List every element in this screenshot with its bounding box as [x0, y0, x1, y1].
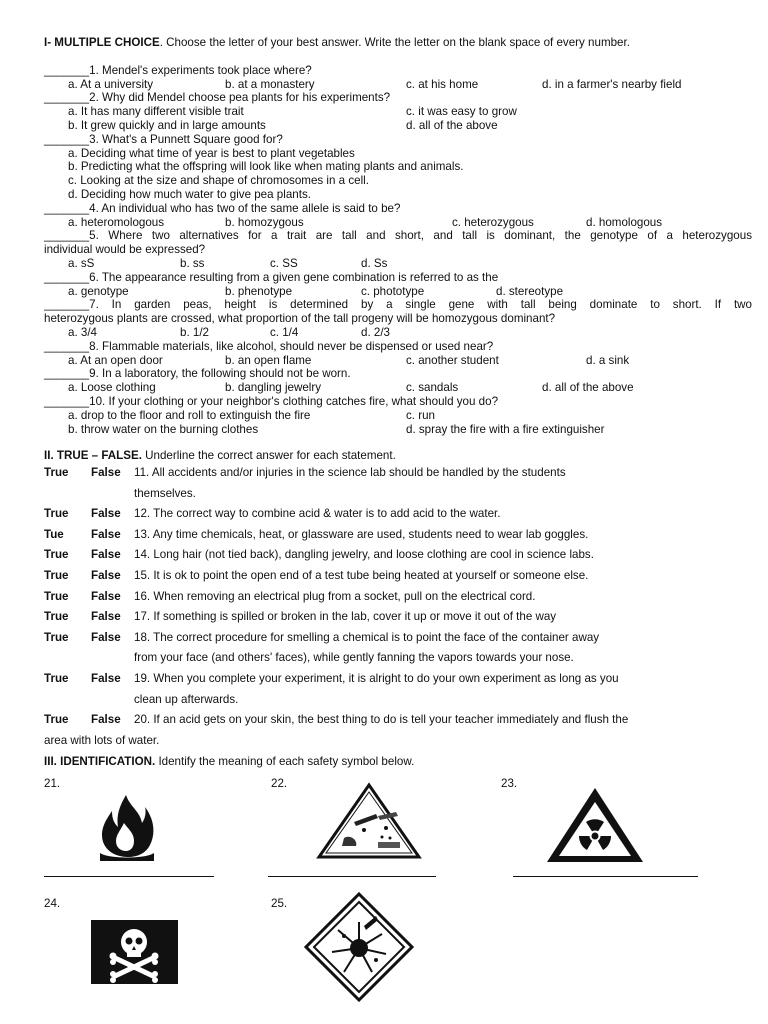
- option: a. At an open door: [68, 353, 163, 367]
- true-option[interactable]: True: [44, 630, 69, 644]
- statement-text: 14. Long hair (not tied back), dangling jewelry, and loose clothing are cool in science labs.: [134, 548, 594, 562]
- option: d. in a farmer's nearby field: [542, 77, 682, 91]
- true-option[interactable]: True: [44, 610, 69, 624]
- question-text-cont: individual would be expressed?: [44, 243, 206, 257]
- statement-text-cont: clean up afterwards.: [134, 692, 239, 706]
- item-number-22: 22.: [271, 777, 288, 790]
- skull-crossbones-icon: [91, 920, 178, 984]
- question-10: [44, 395, 752, 409]
- statement-text: 15. It is ok to point the open end of a test tube being heated at yourself or someone else.: [134, 569, 589, 583]
- option: d. a sink: [586, 353, 630, 367]
- answer-blank[interactable]: _______: [44, 201, 90, 215]
- true-false-list: [44, 463, 752, 751]
- radiation-icon: [545, 786, 645, 864]
- option: c. heterozygous: [452, 215, 534, 229]
- options-row: [44, 257, 752, 271]
- question-6: [44, 271, 752, 285]
- options-row: [44, 105, 752, 119]
- option: c. 1/4: [270, 325, 299, 339]
- option: a. It has many different visible trait: [68, 105, 244, 119]
- section3-title: III. IDENTIFICATION.: [44, 755, 156, 769]
- option: c. it was easy to grow: [406, 105, 517, 119]
- question-4: [44, 202, 752, 216]
- option: b. 1/2: [180, 325, 210, 339]
- statement-text: 13. Any time chemicals, heat, or glassware are used, students need to wear lab goggles.: [134, 527, 589, 541]
- answer-line-23[interactable]: [513, 876, 698, 877]
- tf-item-13: [44, 525, 752, 546]
- question-text: 8. Flammable materials, like alcohol, should never be dispensed or used near?: [89, 339, 494, 353]
- statement-text: 12. The correct way to combine acid & water is to add acid to the water.: [134, 507, 501, 521]
- question-text: 5. Where two alternatives for a trait are tall and short, and tall is dominant, the genotype of a heterozygous: [89, 229, 752, 243]
- question-text: 6. The appearance resulting from a given gene combination is referred to as the: [89, 270, 499, 284]
- tf-item-14: [44, 545, 752, 566]
- corrosive-icon: [316, 782, 422, 860]
- options-row: [44, 326, 752, 340]
- option: c. SS: [270, 256, 298, 270]
- option: a. At a university: [68, 77, 154, 91]
- section1-header: [44, 36, 752, 50]
- false-option[interactable]: False: [91, 713, 121, 727]
- question-text: 1. Mendel's experiments took place where?: [89, 63, 312, 77]
- question-text: 7. In garden peas, height is determined by a single gene with tall being dominate to short. If two: [89, 298, 752, 312]
- options-row: [44, 216, 752, 230]
- option: b. throw water on the burning clothes: [68, 422, 259, 436]
- true-option[interactable]: True: [44, 672, 69, 686]
- option: a. sS: [68, 256, 95, 270]
- statement-text: 20. If an acid gets on your skin, the best thing to do is tell your teacher immediately and flush the: [134, 713, 629, 727]
- option: a. Deciding what time of year is best to plant vegetables: [68, 146, 355, 160]
- options-row: [44, 119, 752, 133]
- options-row: [44, 423, 752, 437]
- false-option[interactable]: False: [91, 672, 121, 686]
- option: d. spray the fire with a fire extinguisher: [406, 422, 605, 436]
- option: c. sandals: [406, 381, 459, 395]
- true-option[interactable]: True: [44, 569, 69, 583]
- false-option[interactable]: False: [91, 527, 121, 541]
- tf-item-16: [44, 587, 752, 608]
- option: d. Ss: [361, 256, 388, 270]
- tf-item-15: [44, 566, 752, 587]
- option: a. Loose clothing: [68, 381, 156, 395]
- option: d. all of the above: [406, 118, 498, 132]
- options-row: [44, 78, 752, 92]
- answer-blank[interactable]: _______: [44, 394, 90, 408]
- section1-title: I- MULTIPLE CHOICE: [44, 36, 160, 49]
- answer-blank[interactable]: _______: [44, 132, 90, 146]
- flame-icon: [96, 793, 158, 863]
- tf-item-18: [44, 628, 752, 649]
- item-number-21: 21.: [44, 777, 61, 790]
- true-option[interactable]: True: [44, 548, 69, 562]
- option: a. 3/4: [68, 325, 98, 339]
- statement-cont: [44, 690, 752, 711]
- option: b. an open flame: [225, 353, 312, 367]
- option: c. another student: [406, 353, 499, 367]
- true-option[interactable]: True: [44, 589, 69, 603]
- true-option[interactable]: True: [44, 466, 69, 480]
- false-option[interactable]: False: [91, 589, 121, 603]
- section2-title: II. TRUE – FALSE.: [44, 449, 142, 463]
- question-8: [44, 340, 752, 354]
- true-option[interactable]: True: [44, 507, 69, 521]
- answer-line-21[interactable]: [44, 876, 214, 877]
- question-7: [44, 298, 752, 312]
- option: b. Predicting what the offspring will look like when mating plants and animals.: [68, 160, 464, 174]
- answer-blank[interactable]: _______: [44, 91, 90, 105]
- statement-text: 18. The correct procedure for smelling a chemical is to point the face of the container away: [134, 630, 600, 644]
- option: a. genotype: [68, 284, 129, 298]
- false-option[interactable]: False: [91, 507, 121, 521]
- statement-text-cont: area with lots of water.: [44, 733, 160, 747]
- option: b. dangling jewelry: [225, 381, 322, 395]
- option: d. stereotype: [496, 284, 564, 298]
- answer-blank[interactable]: _______: [44, 270, 90, 284]
- option: b. phenotype: [225, 284, 293, 298]
- option: b. at a monastery: [225, 77, 315, 91]
- option: b. ss: [180, 256, 205, 270]
- answer-blank[interactable]: _______: [44, 367, 90, 381]
- question-text: 9. In a laboratory, the following should not be worn.: [89, 367, 351, 381]
- options-row: [44, 285, 752, 299]
- question-5: [44, 229, 752, 243]
- statement-cont: [44, 648, 752, 669]
- multiple-choice-list: [44, 64, 752, 437]
- option: c. run: [406, 408, 435, 422]
- tf-item-12: [44, 504, 752, 525]
- item-number-25: 25.: [271, 897, 288, 910]
- option: b. It grew quickly and in large amounts: [68, 118, 266, 132]
- statement-cont: [44, 484, 752, 505]
- tf-item-19: [44, 669, 752, 690]
- tf-item-20: [44, 710, 752, 731]
- statement-text: 19. When you complete your experiment, it is alright to do your own experiment as long as you: [134, 672, 619, 686]
- section2-instructions: Underline the correct answer for each statement.: [141, 449, 396, 463]
- option: a. drop to the floor and roll to extinguish the fire: [68, 408, 311, 422]
- explosive-icon: [304, 892, 414, 1002]
- false-option[interactable]: False: [91, 548, 121, 562]
- false-option[interactable]: False: [91, 630, 121, 644]
- false-option[interactable]: False: [91, 610, 121, 624]
- true-option[interactable]: Tue: [44, 527, 64, 541]
- tf-item-17: [44, 607, 752, 628]
- answer-line-22[interactable]: [268, 876, 436, 877]
- statement-text-cont: themselves.: [134, 486, 196, 500]
- option: a. heteromologous: [68, 215, 165, 229]
- item-number-23: 23.: [501, 777, 518, 790]
- option: c. Looking at the size and shape of chromosomes in a cell.: [68, 174, 369, 188]
- answer-blank[interactable]: _______: [44, 339, 90, 353]
- statement-text: 16. When removing an electrical plug from a socket, pull on the electrical cord.: [134, 589, 536, 603]
- section3-instructions: Identify the meaning of each safety symbol below.: [155, 755, 415, 769]
- statement-text: 11. All accidents and/or injuries in the science lab should be handled by the students: [134, 466, 566, 480]
- false-option[interactable]: False: [91, 569, 121, 583]
- question-2: [44, 91, 752, 105]
- question-3: [44, 133, 752, 147]
- question-text: 10. If your clothing or your neighbor's clothing catches fire, what should you do?: [89, 394, 499, 408]
- option: b. homozygous: [225, 215, 304, 229]
- item-number-24: 24.: [44, 897, 61, 910]
- option: d. all of the above: [542, 381, 634, 395]
- question-1: [44, 64, 752, 78]
- option: d. homologous: [586, 215, 663, 229]
- options-row: [44, 354, 752, 368]
- statement-text-cont: from your face (and others' faces), while gently fanning the vapors towards your nose.: [134, 651, 574, 665]
- options-row: [44, 409, 752, 423]
- statement-text: 17. If something is spilled or broken in the lab, cover it up or move it out of the way: [134, 610, 557, 624]
- answer-blank[interactable]: _______: [44, 63, 90, 77]
- option: d. 2/3: [361, 325, 391, 339]
- section3-header: [44, 755, 752, 769]
- answer-blank[interactable]: _______: [44, 298, 90, 312]
- false-option[interactable]: False: [91, 466, 121, 480]
- answer-blank[interactable]: _______: [44, 229, 90, 243]
- option: c. at his home: [406, 77, 479, 91]
- section2-header: [44, 449, 752, 463]
- options-row: [44, 381, 752, 395]
- true-option[interactable]: True: [44, 713, 69, 727]
- tf-item-11: [44, 463, 752, 484]
- worksheet: [44, 36, 752, 769]
- question-text: 4. An individual who has two of the same allele is said to be?: [89, 201, 401, 215]
- section1-instructions: . Choose the letter of your best answer. Write the letter on the blank space of every number.: [159, 36, 630, 49]
- option: c. phototype: [361, 284, 425, 298]
- question-text: 3. What's a Punnett Square good for?: [89, 132, 283, 146]
- question-text-cont: heterozygous plants are crossed, what proportion of the tall progeny will be homozygous dominant?: [44, 312, 556, 326]
- question-9: [44, 367, 752, 381]
- question-text: 2. Why did Mendel choose pea plants for his experiments?: [89, 91, 391, 105]
- option: d. Deciding how much water to give pea plants.: [68, 187, 311, 201]
